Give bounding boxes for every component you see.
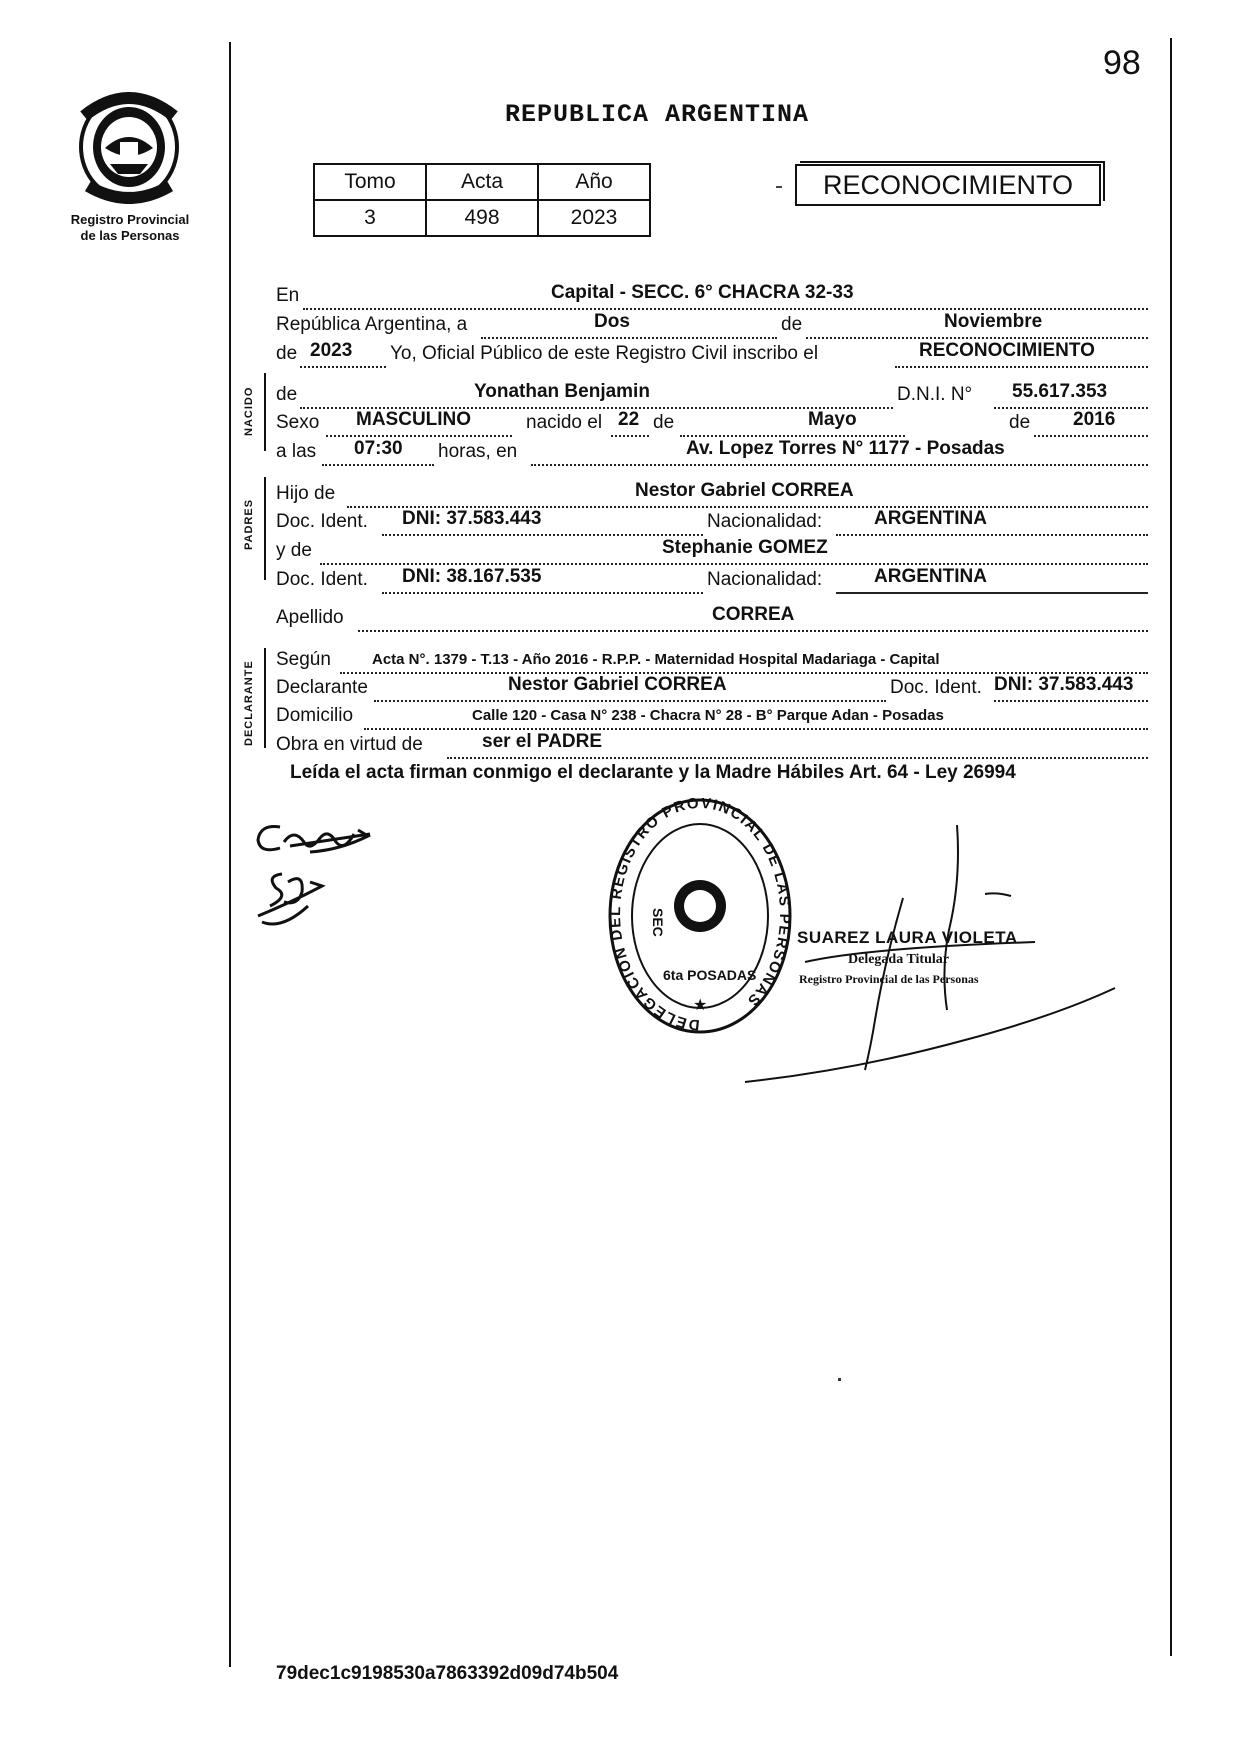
logo-caption-line-2: de las Personas — [80, 228, 180, 243]
official-name: SUAREZ LAURA VIOLETA — [797, 928, 1018, 947]
logo-caption — [56, 212, 204, 244]
stamp-inner-bottom: 6ta POSADAS — [663, 967, 757, 983]
value-acta: 498 — [426, 200, 538, 236]
value-madre-nac: ARGENTINA — [874, 566, 987, 587]
label-y-de: y de — [276, 540, 312, 561]
row-domicilio — [276, 704, 1148, 728]
stray-dot — [838, 1378, 841, 1381]
stamp-ring-text: DELEGACION DEL REGISTRO PROVINCIAL DE LAS PERSONAS — [606, 798, 794, 1034]
label-doc-ident-2: Doc. Ident. — [276, 569, 368, 590]
official-role: Delegada Titular — [848, 952, 949, 967]
row-nombre — [276, 383, 1148, 407]
label-nacionalidad-2: Nacionalidad: — [707, 569, 823, 590]
value-acto: RECONOCIMIENTO — [919, 340, 1095, 361]
label-en: En — [276, 285, 300, 306]
signature-official — [735, 820, 1125, 1090]
value-anio: 2023 — [310, 340, 353, 361]
value-lugar-nac: Av. Lopez Torres N° 1177 - Posadas — [686, 438, 1005, 459]
label-declarante: Declarante — [276, 677, 368, 698]
value-lugar: Capital - SECC. 6° CHACRA 32-33 — [551, 282, 854, 303]
value-madre: Stephanie GOMEZ — [662, 537, 828, 558]
label-a-las: a las — [276, 441, 317, 462]
reference-table — [313, 163, 651, 237]
left-margin-rule — [229, 42, 231, 1667]
label-de-4: de — [653, 412, 675, 433]
star-icon: ★ — [693, 997, 708, 1014]
value-obra: ser el PADRE — [482, 731, 603, 752]
value-segun: Acta N°. 1379 - T.13 - Año 2016 - R.P.P. - Maternidad Hospital Madariaga - Capital — [372, 651, 940, 668]
value-domicilio: Calle 120 - Casa N° 238 - Chacra N° 28 - B° Parque Adan - Posadas — [472, 707, 944, 724]
label-doc-ident-3: Doc. Ident. — [890, 677, 982, 698]
row-madre — [276, 539, 1148, 563]
value-declarante: Nestor Gabriel CORREA — [508, 674, 727, 695]
label-nacionalidad-1: Nacionalidad: — [707, 511, 823, 532]
label-domicilio: Domicilio — [276, 705, 354, 726]
value-padre: Nestor Gabriel CORREA — [635, 480, 854, 501]
page-number: 98 — [1103, 44, 1141, 82]
row-obra — [276, 733, 1148, 757]
document-title: REPUBLICA ARGENTINA — [505, 100, 810, 129]
value-anio: 2023 — [538, 200, 650, 236]
stamp-inner-left: SEC — [650, 908, 666, 937]
label-sexo: Sexo — [276, 412, 320, 433]
closing-statement: Leída el acta firman conmigo el declarante y la Madre Hábiles Art. 64 - Ley 26994 — [290, 762, 1016, 783]
document-hash: 79dec1c9198530a7863392d09d74b504 — [276, 1663, 619, 1684]
dots — [994, 676, 1148, 702]
value-mes: Noviembre — [944, 311, 1043, 332]
row-segun — [276, 648, 1148, 672]
bracket-padres — [264, 477, 266, 580]
label-de-3: de — [276, 384, 298, 405]
row-apellido — [276, 606, 1148, 630]
header-anio: Año — [538, 164, 650, 200]
value-nombre: Yonathan Benjamin — [474, 381, 650, 402]
side-label-nacido: NACIDO — [243, 386, 255, 436]
value-padre-nac: ARGENTINA — [874, 508, 987, 529]
label-republica: República Argentina, a — [276, 314, 468, 335]
label-nacido-el: nacido el — [526, 412, 603, 433]
official-office: Registro Provincial de las Personas — [799, 972, 979, 986]
bracket-declarante — [264, 648, 266, 748]
label-obra: Obra en virtud de — [276, 734, 423, 755]
value-madre-dni: DNI: 38.167.535 — [402, 566, 542, 587]
row-padre — [276, 482, 1148, 506]
label-segun: Según — [276, 649, 331, 670]
logo-caption-line-1: Registro Provincial — [70, 212, 190, 227]
value-nac-mes: Mayo — [808, 409, 857, 430]
value-tomo: 3 — [314, 200, 426, 236]
record-type-box: RECONOCIMIENTO — [795, 164, 1101, 206]
label-hijo-de: Hijo de — [276, 483, 336, 504]
row-fecha — [276, 313, 1148, 337]
row-hora — [276, 440, 1148, 464]
label-horas-en: horas, en — [438, 441, 518, 462]
label-doc-ident-1: Doc. Ident. — [276, 511, 368, 532]
row-en — [276, 284, 1148, 308]
label-de-2: de — [276, 343, 298, 364]
header-acta: Acta — [426, 164, 538, 200]
right-margin-rule — [1170, 38, 1172, 1656]
value-hora: 07:30 — [354, 438, 403, 459]
value-sexo: MASCULINO — [356, 409, 472, 430]
side-label-declarante: DECLARANTE — [243, 660, 255, 746]
label-yo-oficial: Yo, Oficial Público de este Registro Civil inscribo el — [390, 343, 819, 364]
value-declarante-dni: DNI: 37.583.443 — [994, 674, 1134, 695]
signature-mother — [252, 862, 332, 932]
row-inscribo — [276, 342, 1148, 366]
value-nac-anio: 2016 — [1073, 409, 1116, 430]
label-de-1: de — [781, 314, 803, 335]
value-apellido: CORREA — [712, 604, 795, 625]
row-declarante — [276, 676, 1148, 700]
dots — [680, 411, 905, 437]
signature-declarant — [250, 812, 380, 862]
row-padre-doc — [276, 510, 1148, 534]
label-apellido: Apellido — [276, 607, 344, 628]
value-dni: 55.617.353 — [1012, 381, 1108, 402]
label-de-5: de — [1009, 412, 1031, 433]
header-tomo: Tomo — [314, 164, 426, 200]
province-seal-logo — [70, 86, 188, 204]
bracket-nacido — [264, 373, 266, 451]
side-label-padres: PADRES — [243, 498, 255, 550]
value-dia: Dos — [594, 311, 630, 332]
value-padre-dni: DNI: 37.583.443 — [402, 508, 542, 529]
row-sexo — [276, 411, 1148, 435]
value-nac-dia: 22 — [618, 409, 640, 430]
label-dni: D.N.I. N° — [897, 384, 973, 405]
row-madre-doc — [276, 568, 1148, 592]
dash-mark — [776, 186, 782, 188]
